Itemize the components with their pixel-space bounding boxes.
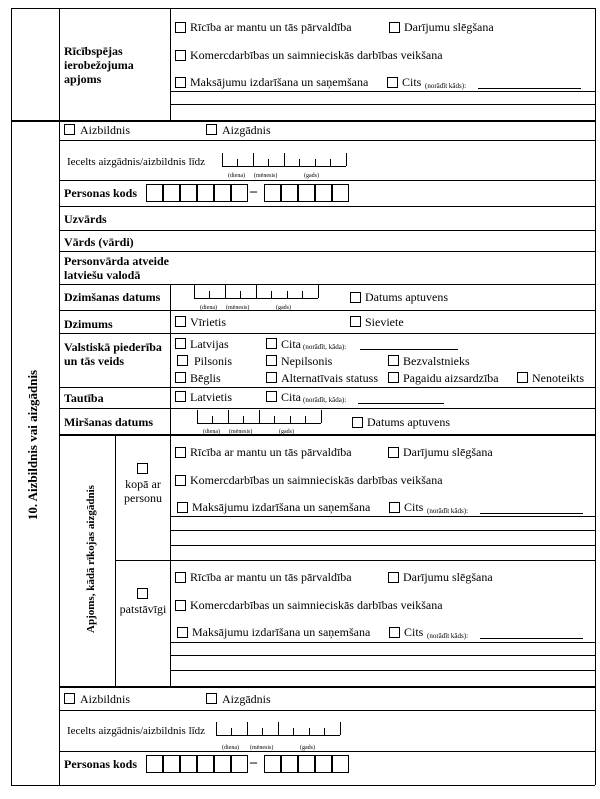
birth-date-month: (mēnesis)	[226, 305, 250, 311]
opt-other-note: (norādīt kāds):	[425, 82, 467, 90]
date-year-1: (gads)	[304, 173, 319, 179]
personal-code-label-1: Personas kods	[64, 186, 138, 200]
stateless-label: Bezvalstnieks	[403, 354, 470, 368]
opt-property: Rīcība ar mantu un tās pārvaldība	[190, 20, 352, 34]
scope1-other-note: (norādīt kāds):	[427, 507, 469, 515]
row-line	[59, 387, 595, 388]
opt-guardian-2: Aizbildnis	[80, 692, 130, 706]
scope1-commercial: Komercdarbības un saimnieciskās darbības veikšana	[190, 473, 443, 487]
scope2-other: Cits	[404, 625, 424, 639]
opt-payments: Maksājumu izdarīšana un saņemšana	[190, 75, 369, 89]
restriction-label: Rīcībspējas ierobežojuma apjoms	[64, 44, 134, 86]
frame-top	[11, 8, 595, 9]
checkbox-latvia[interactable]	[175, 338, 186, 349]
alt-status-label: Alternatīvais statuss	[281, 371, 378, 385]
checkbox-scope2-transactions[interactable]	[388, 572, 399, 583]
death-date-month: (mēnesis)	[229, 429, 253, 435]
checkbox-latvian[interactable]	[175, 391, 186, 402]
row-line	[59, 206, 595, 207]
checkbox-temp-protection[interactable]	[388, 372, 399, 383]
personal-code-dash-2: –	[250, 755, 257, 770]
latvian-label: Latvietis	[190, 390, 232, 404]
row-line	[59, 751, 595, 752]
checkbox-trustee-1[interactable]	[206, 124, 217, 135]
row-line-thick	[59, 686, 595, 688]
col-line-1	[59, 8, 60, 785]
row-line	[59, 333, 595, 334]
undetermined-label: Nenoteikts	[532, 371, 584, 385]
row-line	[59, 251, 595, 252]
checkbox-undetermined[interactable]	[517, 372, 528, 383]
female-label: Sieviete	[365, 315, 404, 329]
male-label: Vīrietis	[190, 315, 226, 329]
checkbox-scope2-property[interactable]	[175, 572, 186, 583]
nationality-other-input[interactable]	[358, 403, 444, 404]
birth-date-day: (diena)	[200, 305, 217, 311]
checkbox-guardian-1[interactable]	[64, 124, 75, 135]
row-line	[59, 310, 595, 311]
checkbox-payments[interactable]	[175, 77, 186, 88]
birth-date-year: (gads)	[276, 305, 291, 311]
row-line	[59, 180, 595, 181]
other-input-line[interactable]	[478, 88, 581, 89]
birth-date-label: Dzimšanas datums	[64, 290, 161, 304]
checkbox-transactions[interactable]	[389, 22, 400, 33]
scope2-payments: Maksājumu izdarīšana un saņemšana	[192, 625, 371, 639]
appointed-until-2: Iecelts aizgādnis/aizbildnis līdz	[67, 725, 206, 737]
opt-trustee-1: Aizgādnis	[222, 123, 271, 137]
temp-protection-label: Pagaidu aizsardzība	[403, 371, 499, 385]
opt-commercial: Komercdarbības un saimnieciskās darbības veikšana	[190, 48, 443, 62]
citizenship-other-note: (norādīt, kāda):	[303, 343, 347, 351]
scope1-line-1	[170, 516, 595, 517]
noncitizen-label: Nepilsonis	[281, 354, 333, 368]
date-month-1: (mēnesis)	[254, 173, 278, 179]
opt-other: Cits	[402, 75, 422, 89]
checkbox-scope1-payments[interactable]	[177, 502, 188, 513]
checkbox-jointly[interactable]	[137, 463, 148, 474]
checkbox-scope1-transactions[interactable]	[388, 447, 399, 458]
checkbox-independently[interactable]	[137, 588, 148, 599]
checkbox-guardian-2[interactable]	[64, 693, 75, 704]
col-line-2b	[170, 284, 171, 434]
checkbox-scope2-commercial[interactable]	[175, 600, 186, 611]
scope2-line-1	[170, 642, 595, 643]
checkbox-male[interactable]	[175, 316, 186, 327]
checkbox-alt-status[interactable]	[266, 372, 277, 383]
checkbox-citizenship-other[interactable]	[266, 338, 277, 349]
restriction-line-1	[170, 91, 595, 92]
scope2-commercial: Komercdarbības un saimnieciskās darbības veikšana	[190, 598, 443, 612]
appointed-date-2[interactable]	[216, 722, 340, 736]
appointed-until-1: Iecelts aizgādnis/aizbildnis līdz	[67, 156, 206, 168]
opt-guardian-1: Aizbildnis	[80, 123, 130, 137]
frame-bottom	[11, 785, 595, 786]
jointly-label: kopā ar personu	[124, 477, 162, 505]
nationality-other-label: Cita	[281, 390, 301, 404]
checkbox-scope2-payments[interactable]	[177, 627, 188, 638]
scope2-property: Rīcība ar mantu un tās pārvaldība	[190, 570, 352, 584]
scope1-other-input[interactable]	[480, 513, 583, 514]
personal-code-label-2: Personas kods	[64, 757, 138, 771]
death-date-field[interactable]	[197, 410, 321, 424]
death-approx-label: Datums aptuvens	[367, 415, 450, 429]
death-date-year: (gads)	[279, 429, 294, 435]
checkbox-scope2-other[interactable]	[389, 627, 400, 638]
scope2-other-input[interactable]	[480, 638, 583, 639]
row-line	[59, 140, 595, 141]
scope2-line-3	[170, 670, 595, 671]
checkbox-property[interactable]	[175, 22, 186, 33]
scope2-other-note: (norādīt kāds):	[427, 632, 469, 640]
restriction-line-2	[170, 104, 595, 105]
row-line	[59, 710, 595, 711]
death-date-label: Miršanas datums	[64, 415, 154, 429]
independently-label: patstāvīgi	[119, 602, 167, 616]
checkbox-refugee[interactable]	[175, 372, 186, 383]
row-line	[59, 284, 595, 285]
name-latvian-label: Personvārda atveide latviešu valodā	[64, 254, 169, 282]
checkbox-death-approx[interactable]	[352, 417, 363, 428]
scope1-payments: Maksājumu izdarīšana un saņemšana	[192, 500, 371, 514]
checkbox-female[interactable]	[350, 316, 361, 327]
scope-divider	[115, 560, 595, 561]
checkbox-stateless[interactable]	[388, 355, 399, 366]
citizen-label: Pilsonis	[194, 354, 233, 368]
date-year-2: (gads)	[300, 745, 315, 751]
birth-date-field[interactable]	[194, 285, 318, 299]
row-line	[59, 408, 595, 409]
scope1-property: Rīcība ar mantu un tās pārvaldība	[190, 445, 352, 459]
checkbox-noncitizen[interactable]	[266, 355, 277, 366]
refugee-label: Bēglis	[190, 371, 221, 385]
latvia-label: Latvijas	[190, 337, 229, 351]
row-line	[59, 230, 595, 231]
checkbox-nationality-other[interactable]	[266, 391, 277, 402]
appointed-date-1[interactable]	[222, 153, 346, 167]
scope1-transactions: Darījumu slēgšana	[403, 445, 493, 459]
death-date-day: (diena)	[203, 429, 220, 435]
date-day-1: (diena)	[228, 173, 245, 179]
scope2-transactions: Darījumu slēgšana	[403, 570, 493, 584]
scope1-line-2	[170, 530, 595, 531]
scope2-line-2	[170, 655, 595, 656]
frame-right	[595, 8, 596, 785]
checkbox-scope1-other[interactable]	[389, 502, 400, 513]
checkbox-scope1-property[interactable]	[175, 447, 186, 458]
row-line-thick	[59, 434, 595, 436]
date-day-2: (diena)	[222, 745, 239, 751]
opt-transactions: Darījumu slēgšana	[404, 20, 494, 34]
scope1-line-3	[170, 545, 595, 546]
opt-trustee-2: Aizgādnis	[222, 692, 271, 706]
citizenship-other-label: Cita	[281, 337, 301, 351]
surname-label: Uzvārds	[64, 212, 107, 226]
scope-label: Apjoms, kādā rīkojas aizgādnis	[85, 485, 97, 633]
personal-code-dash-1: –	[250, 184, 257, 199]
checkbox-commercial[interactable]	[175, 50, 186, 61]
checkbox-citizen[interactable]	[177, 355, 188, 366]
nationality-other-note: (norādīt, kāda):	[303, 396, 347, 404]
citizenship-label: Valstiskā piederība un tās veids	[64, 340, 162, 368]
section-title: 10. Aizbildnis vai aizgādnis	[25, 369, 40, 521]
frame-left	[11, 8, 12, 785]
checkbox-scope1-commercial[interactable]	[175, 475, 186, 486]
gender-label: Dzimums	[64, 317, 113, 331]
checkbox-other[interactable]	[387, 77, 398, 88]
checkbox-birth-approx[interactable]	[350, 292, 361, 303]
nationality-label: Tautība	[64, 391, 104, 405]
checkbox-trustee-2[interactable]	[206, 693, 217, 704]
date-month-2: (mēnesis)	[250, 745, 274, 751]
scope1-other: Cits	[404, 500, 424, 514]
birth-approx-label: Datums aptuvens	[365, 290, 448, 304]
citizenship-other-input[interactable]	[360, 349, 458, 350]
section-separator	[11, 120, 595, 122]
name-label: Vārds (vārdi)	[64, 235, 134, 249]
